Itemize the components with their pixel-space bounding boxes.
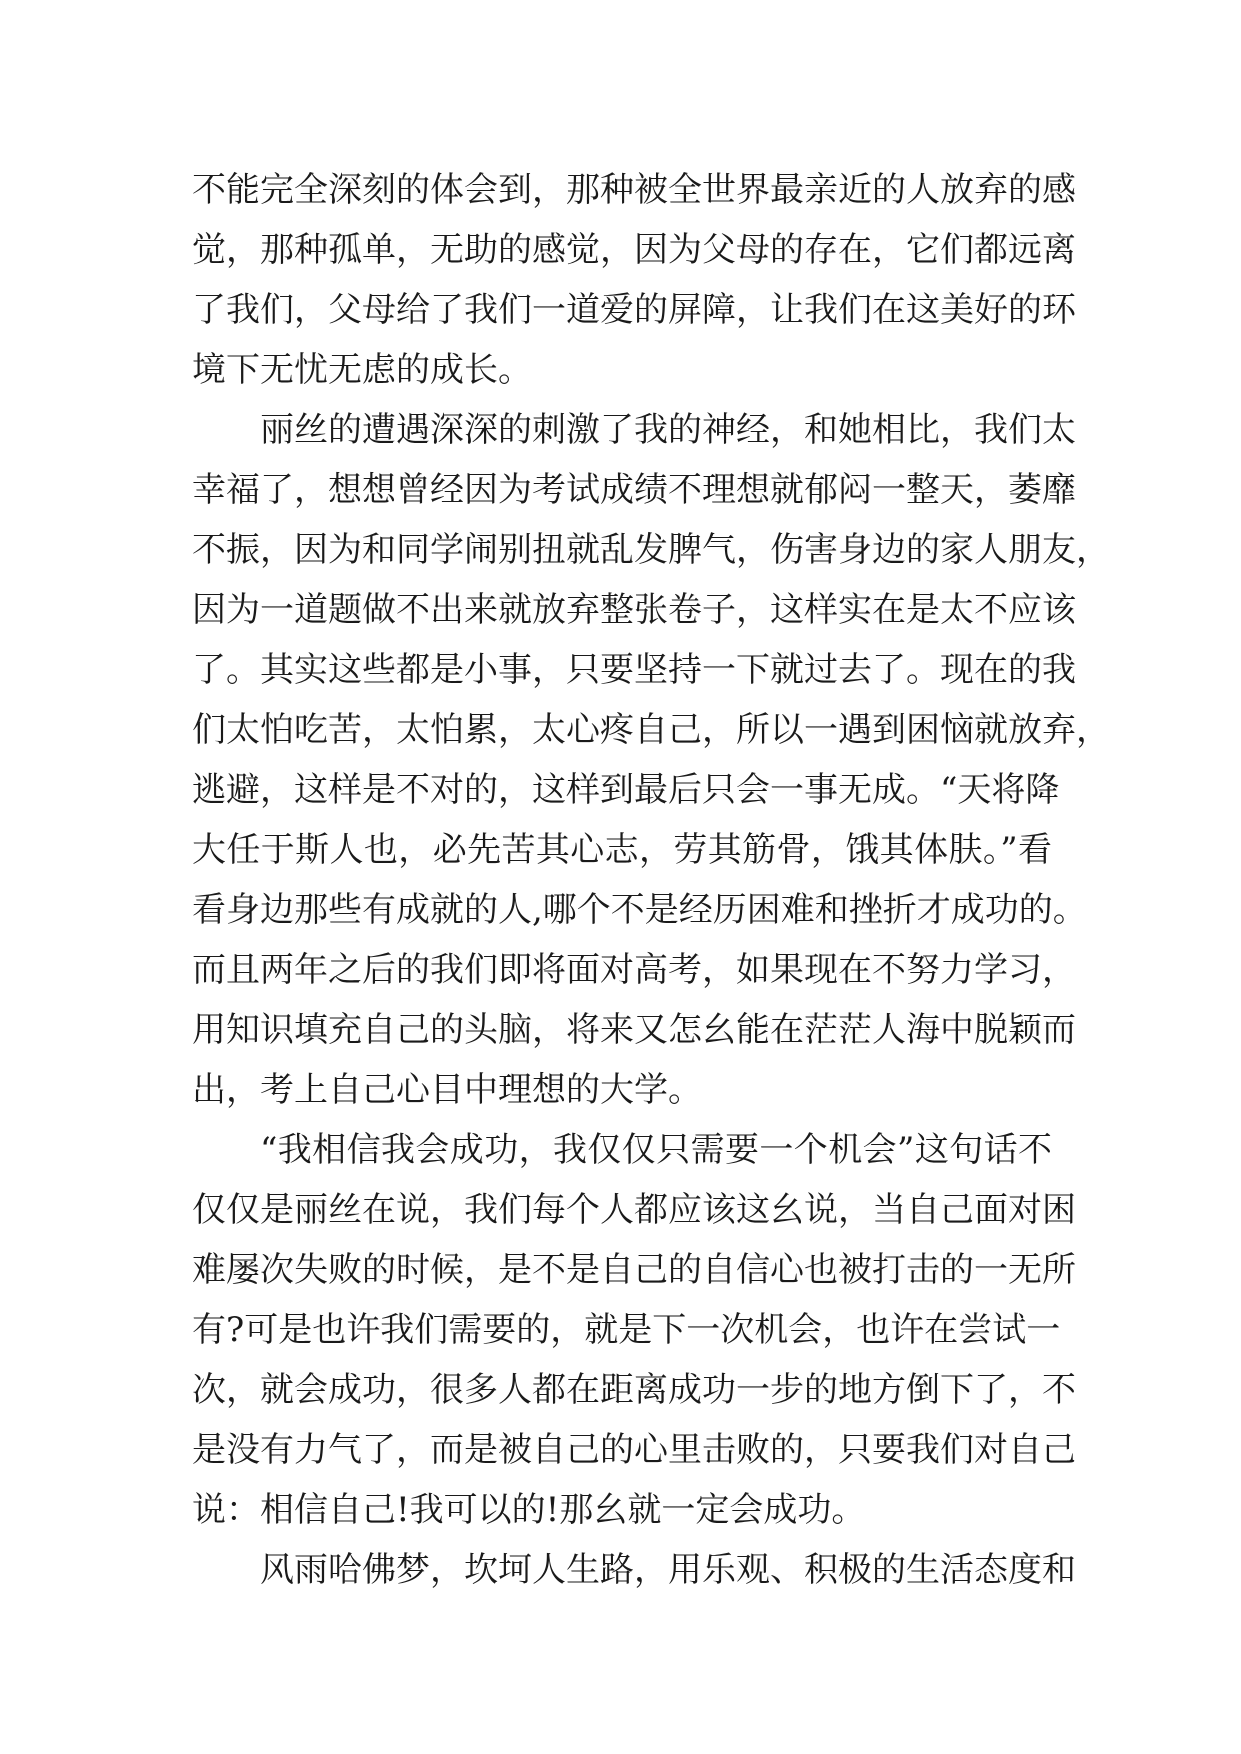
text-line: 风雨哈佛梦，坎坷人生路，用乐观、积极的生活态度和 xyxy=(260,1550,1076,1590)
text-line: 大任于斯人也，必先苦其心志，劳其筋骨，饿其体肤。”看 xyxy=(192,830,1052,870)
text-line: 难屡次失败的时候，是不是自己的自信心也被打击的一无所 xyxy=(192,1250,1076,1290)
text-line: 觉，那种孤单，无助的感觉，因为父母的存在，它们都远离 xyxy=(192,230,1076,270)
paragraph-2 xyxy=(192,400,1110,1120)
text-line: 出，考上自己心目中理想的大学。 xyxy=(192,1070,702,1110)
text-line: 不振，因为和同学闹别扭就乱发脾气，伤害身边的家人朋友， xyxy=(192,530,1110,570)
paragraph-3 xyxy=(192,1120,1076,1540)
text-line: 因为一道题做不出来就放弃整张卷子，这样实在是太不应该 xyxy=(192,590,1076,630)
text-line: 有?可是也许我们需要的，就是下一次机会，也许在尝试一 xyxy=(192,1310,1061,1350)
paragraph-4 xyxy=(192,1540,1076,1600)
text-line: 仅仅是丽丝在说，我们每个人都应该这幺说，当自己面对困 xyxy=(192,1190,1076,1230)
text-line: “我相信我会成功，我仅仅只需要一个机会”这句话不 xyxy=(260,1130,1052,1170)
text-line: 用知识填充自己的头脑，将来又怎幺能在茫茫人海中脱颖而 xyxy=(192,1010,1076,1050)
text-line: 幸福了，想想曾经因为考试成绩不理想就郁闷一整天，萎靡 xyxy=(192,470,1076,510)
text-line: 丽丝的遭遇深深的刺激了我的神经，和她相比，我们太 xyxy=(260,410,1076,450)
paragraph-1 xyxy=(192,160,1076,400)
text-line: 了我们，父母给了我们一道爱的屏障，让我们在这美好的环 xyxy=(192,290,1076,330)
text-line: 是没有力气了，而是被自己的心里击败的，只要我们对自己 xyxy=(192,1430,1076,1470)
text-line: 逃避，这样是不对的，这样到最后只会一事无成。“天将降 xyxy=(192,770,1060,810)
text-line: 而且两年之后的我们即将面对高考，如果现在不努力学习， xyxy=(192,950,1076,990)
text-line: 看身边那些有成就的人,哪个不是经历困难和挫折才成功的。 xyxy=(192,890,1087,930)
text-line: 境下无忧无虑的成长。 xyxy=(192,350,532,390)
text-line: 说：相信自己!我可以的!那幺就一定会成功。 xyxy=(192,1490,866,1530)
text-line: 了。其实这些都是小事，只要坚持一下就过去了。现在的我 xyxy=(192,650,1076,690)
document-page xyxy=(192,160,1110,1600)
text-line: 们太怕吃苦，太怕累，太心疼自己，所以一遇到困恼就放弃， xyxy=(192,710,1110,750)
text-line: 不能完全深刻的体会到，那种被全世界最亲近的人放弃的感 xyxy=(192,170,1076,210)
text-line: 次，就会成功，很多人都在距离成功一步的地方倒下了，不 xyxy=(192,1370,1076,1410)
